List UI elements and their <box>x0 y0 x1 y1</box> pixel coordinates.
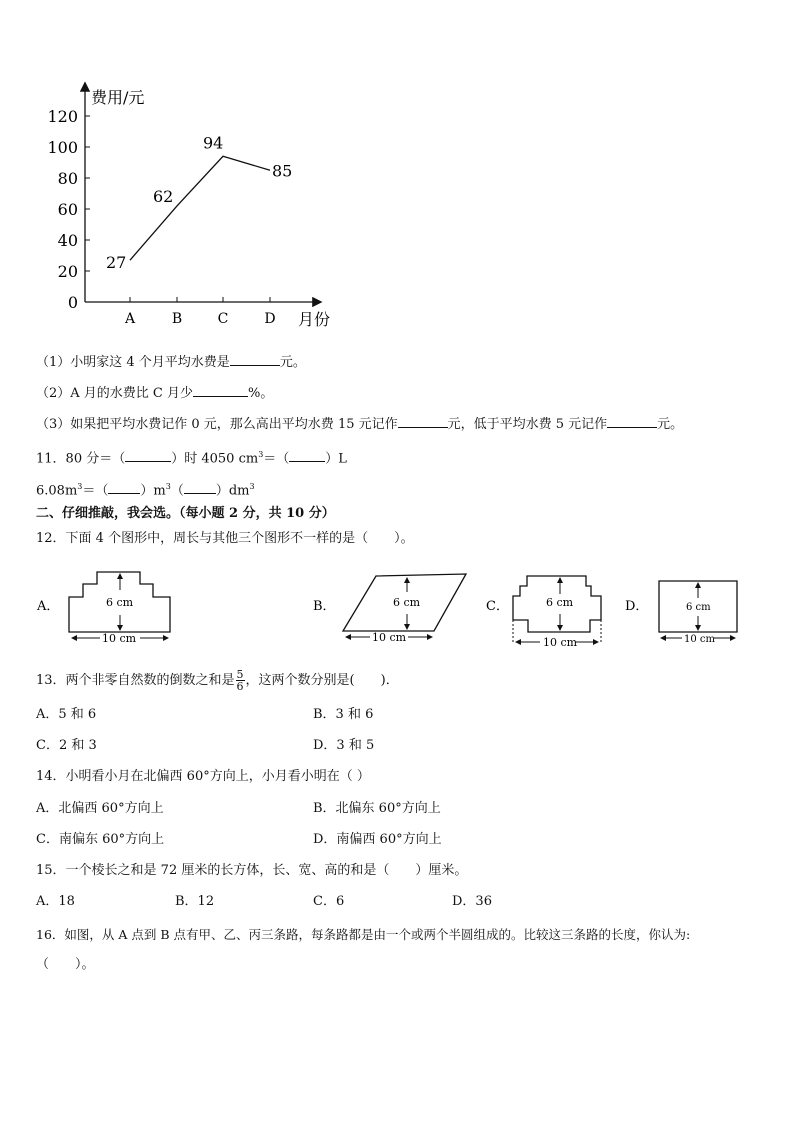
fraction <box>236 669 245 692</box>
q11-line1 <box>36 446 347 468</box>
q13-option-a[interactable]: A．5 和 6 <box>36 707 97 722</box>
data-label: 94 <box>203 133 224 153</box>
q12-a-width-label: 10 cm <box>102 632 137 645</box>
answer-blank[interactable] <box>108 481 140 494</box>
answer-blank[interactable] <box>125 449 171 462</box>
q11-text: ）时 4050 cm <box>171 451 259 467</box>
q12-b-width-label: 10 cm <box>372 631 407 644</box>
answer-blank[interactable] <box>289 449 325 462</box>
q10-part3-unit: 元。 <box>657 417 684 432</box>
q12-option-b-label: B． <box>313 599 336 614</box>
q11-text: 6.08m <box>36 483 78 499</box>
x-tick-label: C <box>217 311 229 327</box>
q11-text: ）m <box>140 483 166 499</box>
y-tick-label: 0 <box>67 293 78 312</box>
q11-text: （ <box>170 483 184 499</box>
q15-stem: 15．一个棱长之和是 72 厘米的长方体，长、宽、高的和是（ ）厘米。 <box>36 863 468 878</box>
q10-part3-text2: 元，低于平均水费 5 元记作 <box>447 417 608 432</box>
q14-option-b[interactable]: B．北偏东 60°方向上 <box>313 801 441 816</box>
q15-option-d[interactable]: D．36 <box>452 894 492 909</box>
x-axis-label: 月份 <box>298 310 331 329</box>
q15-option-c[interactable]: C．6 <box>313 894 345 909</box>
q12-option-d-label: D． <box>625 599 649 614</box>
q14-stem: 14．小明看小月在北偏西 60°方向上，小月看小明在（ ） <box>36 769 370 784</box>
cubic-superscript: 3 <box>249 482 255 491</box>
q10-part1-unit: 元。 <box>279 355 306 370</box>
q12-figures <box>0 560 794 660</box>
q12-d-height-label: 6 cm <box>686 602 711 613</box>
q11-text: ）L <box>325 451 347 467</box>
fraction-denominator: 6 <box>236 680 244 693</box>
q10-part1-text: （1）小明家这 4 个月平均水费是 <box>36 355 230 370</box>
q11-line2 <box>36 478 255 500</box>
q10-part2 <box>36 384 273 403</box>
x-tick-label: D <box>264 311 276 327</box>
y-tick-label: 100 <box>47 138 78 157</box>
y-tick-label: 80 <box>57 169 78 188</box>
q14-option-d[interactable]: D．南偏西 60°方向上 <box>313 832 442 847</box>
series-line <box>130 156 270 260</box>
y-tick-label: 120 <box>47 107 78 126</box>
cubic-superscript: 3 <box>77 482 83 491</box>
q15-option-b[interactable]: B．12 <box>175 894 215 909</box>
q12-option-c-label: C． <box>486 599 509 614</box>
q13-option-b[interactable]: B．3 和 6 <box>313 707 374 722</box>
q13-option-d[interactable]: D．3 和 5 <box>313 738 375 753</box>
q13-stem <box>36 669 399 692</box>
q12-c-width-label: 10 cm <box>543 636 578 649</box>
q12-option-a-label: A． <box>37 599 60 614</box>
water-fee-line-chart <box>0 0 794 340</box>
y-axis-label: 费用/元 <box>91 88 145 107</box>
q11-text: 11．80 分＝（ <box>36 451 126 467</box>
q16-answer: （ ）。 <box>36 957 95 972</box>
q11-text: ＝（ <box>82 483 109 499</box>
answer-blank[interactable] <box>184 481 216 494</box>
q13-text: ，这两个数分别是( )． <box>245 673 399 688</box>
q12-b-height-label: 6 cm <box>393 596 421 609</box>
data-label: 27 <box>106 253 127 273</box>
q16-stem: 16．如图，从 A 点到 B 点有甲、乙、丙三条路，每条路都是由一个或两个半圆组成的。比较这三条路的长度，你认为: <box>36 927 691 942</box>
y-tick-label: 40 <box>57 231 78 250</box>
fraction-numerator: 5 <box>236 668 244 681</box>
q12-stem: 12．下面 4 个图形中，周长与其他三个图形不一样的是（ ）。 <box>36 531 414 546</box>
cubic-superscript: 3 <box>258 450 264 459</box>
section-heading: 二、仔细推敲，我会选。（每小题 2 分，共 10 分） <box>36 506 335 521</box>
q10-part2-unit: %。 <box>248 386 274 401</box>
q10-part2-text: （2）A 月的水费比 C 月少 <box>36 386 194 401</box>
answer-blank[interactable] <box>607 415 657 428</box>
q11-text: ＝（ <box>263 451 290 467</box>
x-tick-label: A <box>124 311 136 327</box>
q12-a-height-label: 6 cm <box>106 596 134 609</box>
q10-part1 <box>36 353 306 372</box>
q12-c-height-label: 6 cm <box>546 596 574 609</box>
answer-blank[interactable] <box>398 415 448 428</box>
data-label: 62 <box>153 186 174 206</box>
q12-d-width-label: 10 cm <box>684 634 715 645</box>
q13-text: 13．两个非零自然数的倒数之和是 <box>36 673 235 688</box>
x-tick-label: B <box>171 311 183 327</box>
q15-option-a[interactable]: A．18 <box>36 894 75 909</box>
answer-blank[interactable] <box>193 384 248 397</box>
q10-part3 <box>36 415 683 434</box>
answer-blank[interactable] <box>230 353 280 366</box>
data-label: 85 <box>272 161 293 181</box>
q11-text: ）dm <box>215 483 250 499</box>
y-tick-label: 20 <box>57 262 78 281</box>
q14-option-c[interactable]: C．南偏东 60°方向上 <box>36 832 165 847</box>
y-tick-label: 60 <box>57 200 78 219</box>
q13-option-c[interactable]: C．2 和 3 <box>36 738 97 753</box>
q14-option-a[interactable]: A．北偏西 60°方向上 <box>36 801 164 816</box>
cubic-superscript: 3 <box>165 482 171 491</box>
q10-part3-text: （3）如果把平均水费记作 0 元，那么高出平均水费 15 元记作 <box>36 417 398 432</box>
